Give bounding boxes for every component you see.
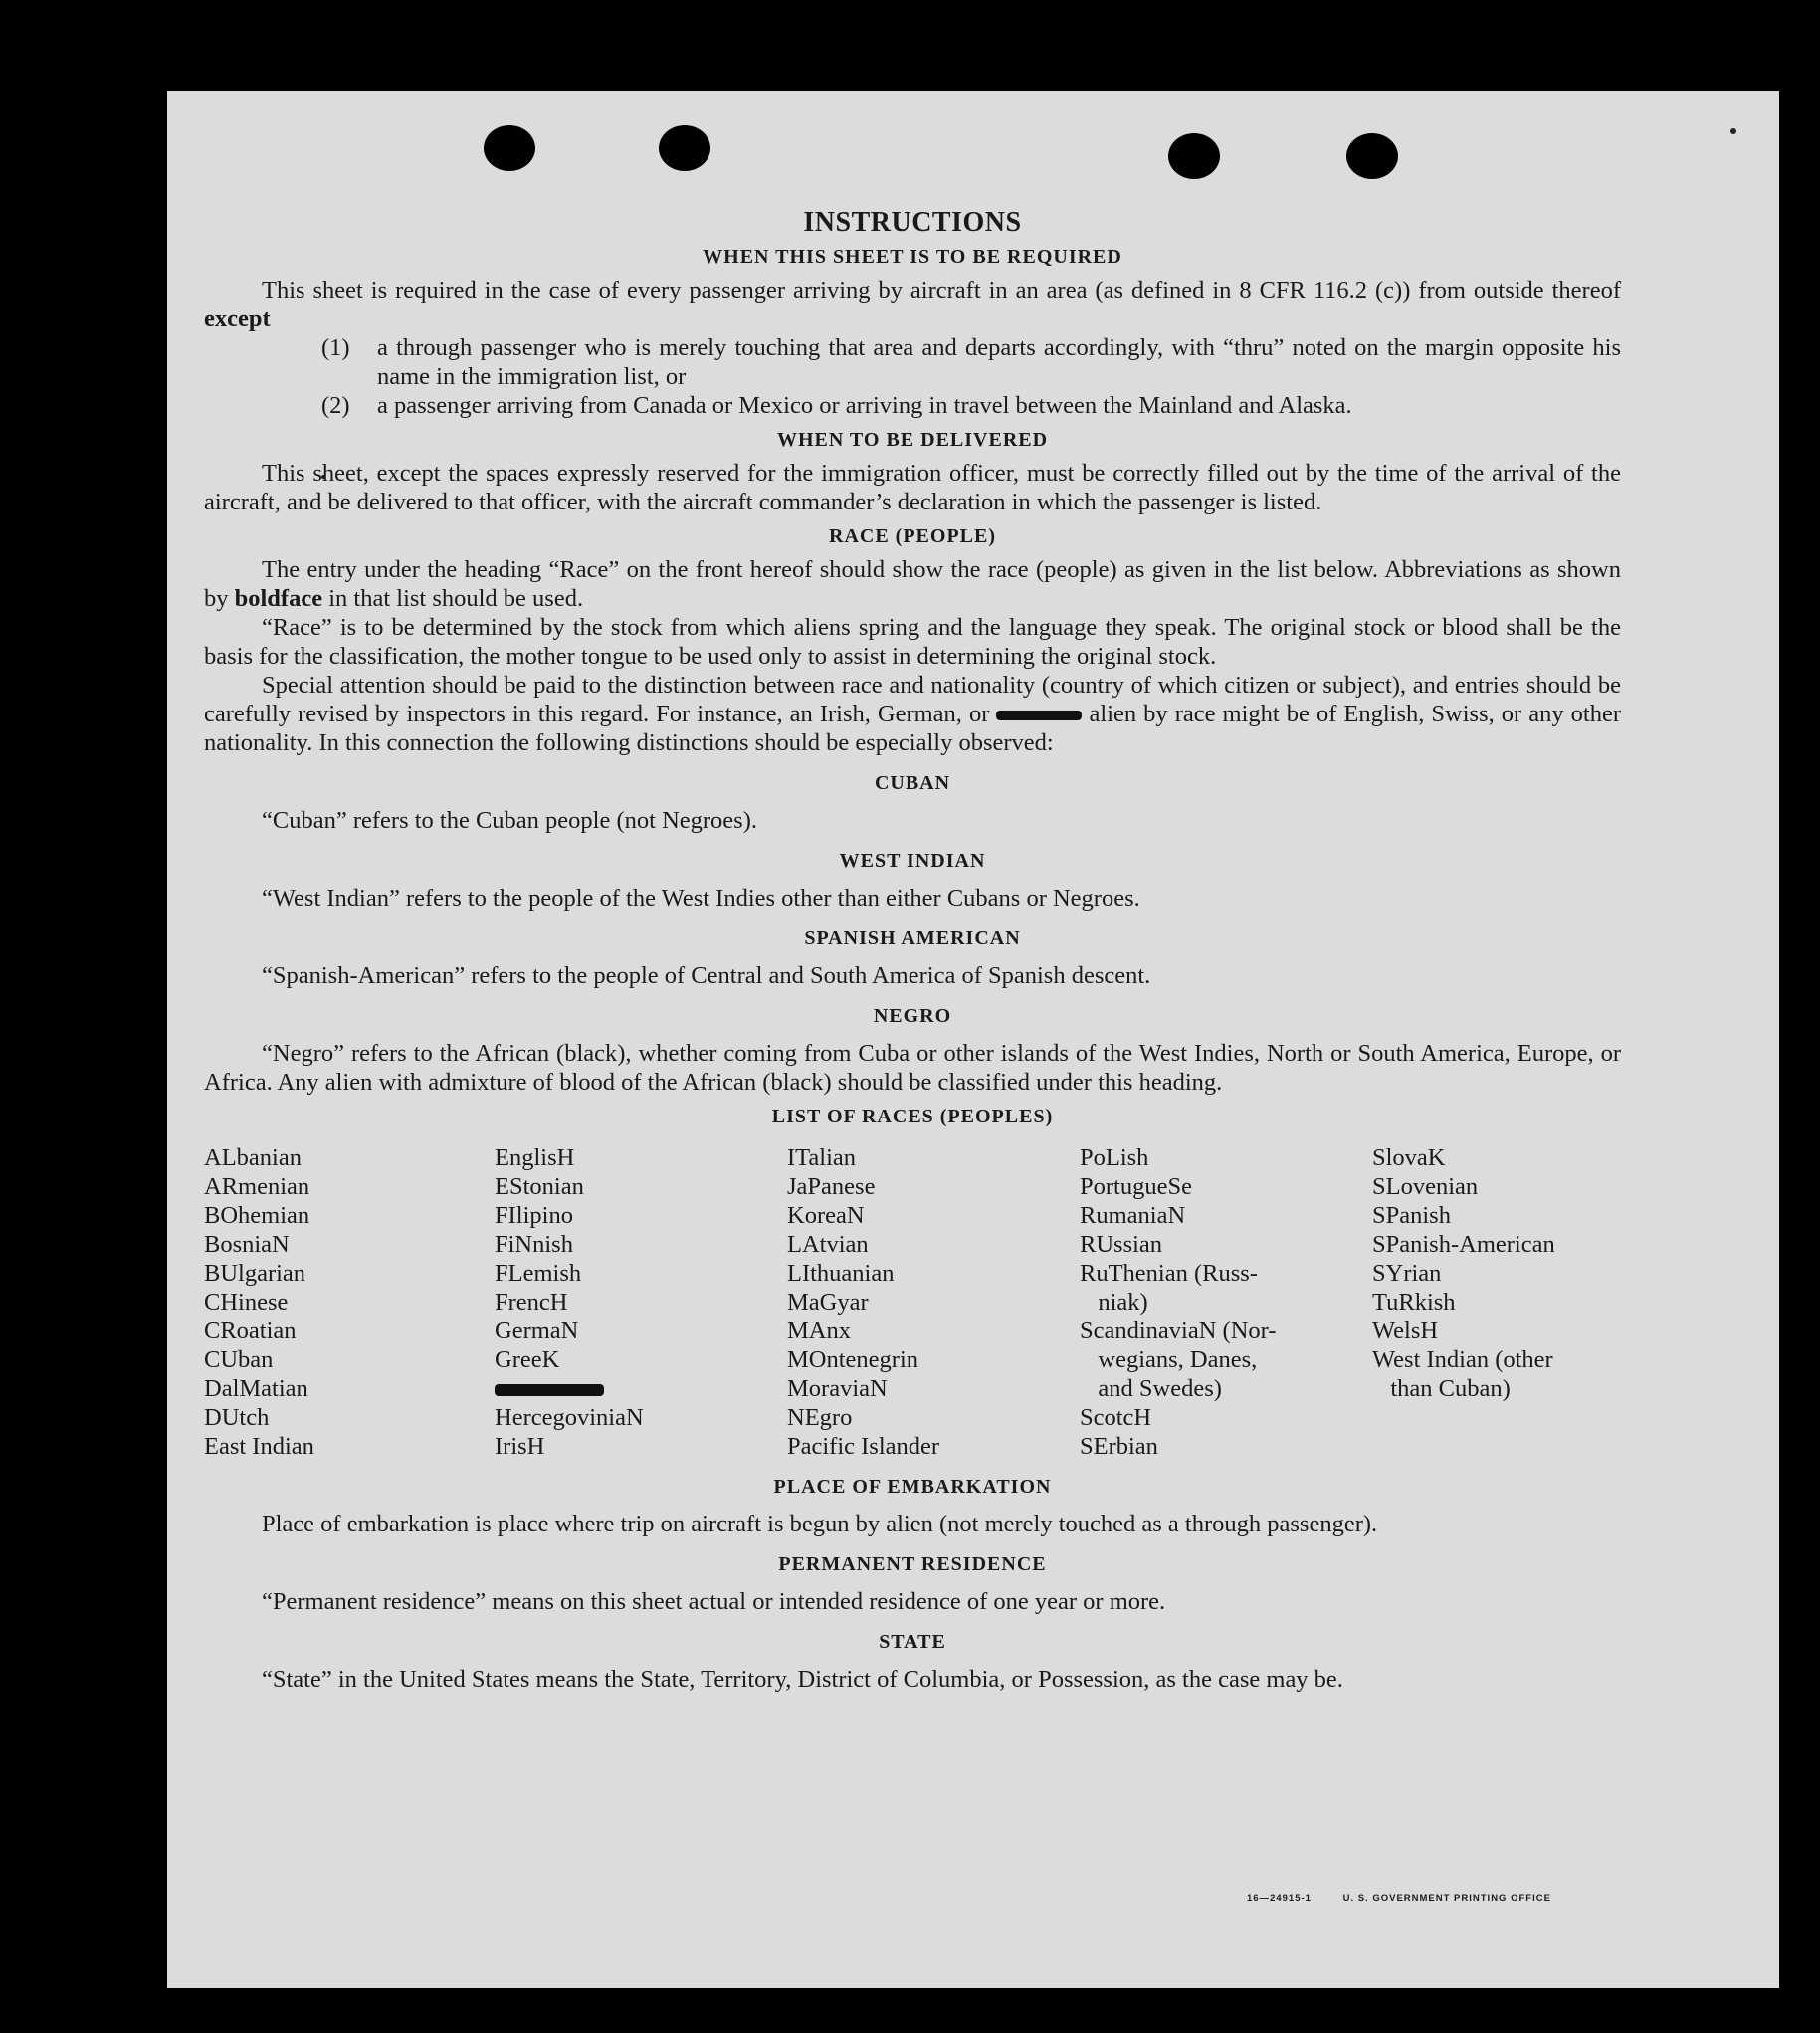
negro-text: “Negro” refers to the African (black), whether coming from Cuba or other islands of the West Indies, North or South America, Europe, or Africa. Any alien with admixture of blood of the African (black) should be classified under this heading. bbox=[204, 1040, 1621, 1096]
exception-item bbox=[321, 391, 1621, 420]
item-text: a passenger arriving from Canada or Mexico or arriving in travel between the Mainland and Alaska. bbox=[377, 392, 1352, 419]
heading-cuban: CUBAN bbox=[874, 772, 951, 794]
race-entry: FIlipino bbox=[495, 1202, 573, 1229]
redaction-mark bbox=[495, 1384, 604, 1396]
races-column bbox=[495, 1143, 787, 1461]
race-entry: SPanish bbox=[1372, 1202, 1451, 1229]
race-entry: West Indian (other bbox=[1372, 1346, 1553, 1373]
race-entry: RUssian bbox=[1080, 1231, 1163, 1258]
race-paragraph-3 bbox=[204, 671, 1621, 757]
heading-west-indian: WEST INDIAN bbox=[839, 850, 986, 872]
heading-state: STATE bbox=[879, 1631, 946, 1653]
race-entry: SErbian bbox=[1080, 1433, 1158, 1460]
instructions-content bbox=[204, 208, 1621, 1694]
embarkation-text: Place of embarkation is place where trip on aircraft is begun by alien (not merely touched as a through passenger). bbox=[262, 1511, 1378, 1537]
when-required-intro bbox=[204, 276, 1621, 333]
race-paragraph-2: “Race” is to be determined by the stock from which aliens spring and the language they speak. The original stock or blood shall be the basis for the classification, the mother tongue to be used only to assist in determining the original stock. bbox=[204, 614, 1621, 670]
race-entry: CRoatian bbox=[204, 1318, 297, 1344]
race-p1-tail: in that list should be used. bbox=[322, 585, 584, 612]
document-page bbox=[167, 91, 1779, 1988]
cuban-text: “Cuban” refers to the Cuban people (not Negroes). bbox=[262, 807, 757, 834]
residence-text: “Permanent residence” means on this sheet actual or intended residence of one year or more. bbox=[262, 1588, 1166, 1615]
race-entry: SlovaK bbox=[1372, 1144, 1446, 1171]
punch-hole bbox=[1168, 133, 1220, 179]
races-column bbox=[787, 1143, 1080, 1461]
punch-hole bbox=[659, 125, 710, 171]
race-entry: ITalian bbox=[787, 1144, 857, 1171]
race-entry: MAnx bbox=[787, 1318, 851, 1344]
heading-race: RACE (PEOPLE) bbox=[829, 525, 996, 547]
redaction-mark bbox=[996, 711, 1082, 720]
races-column bbox=[1080, 1143, 1372, 1461]
race-entry: and Swedes) bbox=[1080, 1375, 1222, 1402]
races-list bbox=[204, 1143, 1621, 1461]
race-entry-redacted bbox=[495, 1374, 787, 1403]
heading-when-required: WHEN THIS SHEET IS TO BE REQUIRED bbox=[703, 246, 1122, 268]
page-title: INSTRUCTIONS bbox=[803, 207, 1022, 238]
race-entry: BosniaN bbox=[204, 1231, 290, 1258]
race-paragraph-1 bbox=[204, 555, 1621, 613]
race-entry: PortugueSe bbox=[1080, 1173, 1192, 1200]
race-p1-text: The entry under the heading “Race” on the front hereof should show the race (people) as given in the list below. Abbreviations as shown by bbox=[204, 556, 1621, 612]
race-entry: FrencH bbox=[495, 1289, 568, 1316]
printer-imprint: U. S. GOVERNMENT PRINTING OFFICE bbox=[1342, 1893, 1551, 1904]
races-column bbox=[1372, 1143, 1621, 1461]
race-entry: DalMatian bbox=[204, 1375, 308, 1402]
race-entry: MaGyar bbox=[787, 1289, 869, 1316]
race-entry: FLemish bbox=[495, 1260, 582, 1287]
race-entry: niak) bbox=[1080, 1289, 1148, 1316]
race-entry: LIthuanian bbox=[787, 1260, 895, 1287]
printer-footer bbox=[1247, 1893, 1579, 1904]
race-entry: LAtvian bbox=[787, 1231, 869, 1258]
race-entry: WelsH bbox=[1372, 1318, 1439, 1344]
race-entry: ScandinaviaN (Nor- bbox=[1080, 1318, 1277, 1344]
race-entry: EStonian bbox=[495, 1173, 584, 1200]
race-entry: GreeK bbox=[495, 1346, 560, 1373]
speck bbox=[1730, 128, 1736, 134]
race-p3-text: Special attention should be paid to the distinction between race and nationality (country of which citizen or subject), and entries should be carefully revised by inspectors in this regard. For instance, an Irish, German, or bbox=[204, 672, 1621, 727]
punch-hole bbox=[484, 125, 535, 171]
when-delivered-text: This sheet, except the spaces expressly reserved for the immigration officer, must be correctly filled out by the time of the arrival of the aircraft, and be delivered to that officer, with the aircraft commander’s declaration in which the passenger is listed. bbox=[204, 460, 1621, 515]
races-column bbox=[204, 1143, 495, 1461]
race-entry: SYrian bbox=[1372, 1260, 1442, 1287]
race-entry: SLovenian bbox=[1372, 1173, 1479, 1200]
item-number: (2) bbox=[321, 392, 350, 419]
race-entry: MOntenegrin bbox=[787, 1346, 918, 1373]
race-entry: FiNnish bbox=[495, 1231, 573, 1258]
race-entry: JaPanese bbox=[787, 1173, 876, 1200]
race-entry: RuThenian (Russ- bbox=[1080, 1260, 1258, 1287]
race-entry: EnglisH bbox=[495, 1144, 575, 1171]
race-entry: PoLish bbox=[1080, 1144, 1149, 1171]
race-entry: ARmenian bbox=[204, 1173, 310, 1200]
exception-item bbox=[321, 333, 1621, 391]
spanish-american-text: “Spanish-American” refers to the people of Central and South America of Spanish descent. bbox=[262, 962, 1151, 989]
race-entry: IrisH bbox=[495, 1433, 545, 1460]
intro-bold: except bbox=[204, 305, 271, 332]
race-entry: BUlgarian bbox=[204, 1260, 306, 1287]
race-entry: CHinese bbox=[204, 1289, 289, 1316]
form-number: 16—24915-1 bbox=[1247, 1893, 1312, 1904]
intro-text: This sheet is required in the case of every passenger arriving by aircraft in an area (as defined in 8 CFR 116.2 (c)) from outside thereof bbox=[262, 277, 1621, 304]
race-entry: SPanish-American bbox=[1372, 1231, 1555, 1258]
race-entry: RumaniaN bbox=[1080, 1202, 1186, 1229]
heading-residence: PERMANENT RESIDENCE bbox=[778, 1553, 1047, 1575]
heading-list-of-races: LIST OF RACES (PEOPLES) bbox=[771, 1106, 1054, 1127]
heading-negro: NEGRO bbox=[873, 1005, 952, 1027]
race-entry: MoraviaN bbox=[787, 1375, 888, 1402]
race-entry: BOhemian bbox=[204, 1202, 310, 1229]
race-p3-tail: alien by race might be of English, Swiss, or any other nationality. In this connection the following distinctions should be especially observed: bbox=[204, 701, 1622, 756]
race-entry: CUban bbox=[204, 1346, 274, 1373]
heading-when-delivered: WHEN TO BE DELIVERED bbox=[776, 429, 1049, 451]
race-entry: Pacific Islander bbox=[787, 1433, 940, 1460]
race-entry: than Cuban) bbox=[1372, 1375, 1511, 1402]
west-indian-text: “West Indian” refers to the people of the West Indies other than either Cubans or Negroes. bbox=[262, 885, 1140, 912]
heading-embarkation: PLACE OF EMBARKATION bbox=[773, 1476, 1052, 1498]
race-p1-bold: boldface bbox=[234, 585, 323, 612]
item-text: a through passenger who is merely touching that area and departs accordingly, with “thru” noted on the margin opposite his name in the immigration list, or bbox=[377, 334, 1621, 390]
race-entry: East Indian bbox=[204, 1433, 314, 1460]
race-entry: wegians, Danes, bbox=[1080, 1346, 1258, 1373]
race-entry: ScotcH bbox=[1080, 1404, 1152, 1431]
race-entry: TuRkish bbox=[1372, 1289, 1456, 1316]
race-entry: ALbanian bbox=[204, 1144, 302, 1171]
race-entry: NEgro bbox=[787, 1404, 853, 1431]
race-entry: GermaN bbox=[495, 1318, 579, 1344]
item-number: (1) bbox=[321, 334, 350, 361]
race-entry: KoreaN bbox=[787, 1202, 865, 1229]
race-entry: HercegoviniaN bbox=[495, 1404, 644, 1431]
state-text: “State” in the United States means the State, Territory, District of Columbia, or Possession, as the case may be. bbox=[262, 1666, 1343, 1693]
race-entry: DUtch bbox=[204, 1404, 270, 1431]
punch-hole bbox=[1346, 133, 1398, 179]
heading-spanish-american: SPANISH AMERICAN bbox=[804, 927, 1021, 949]
